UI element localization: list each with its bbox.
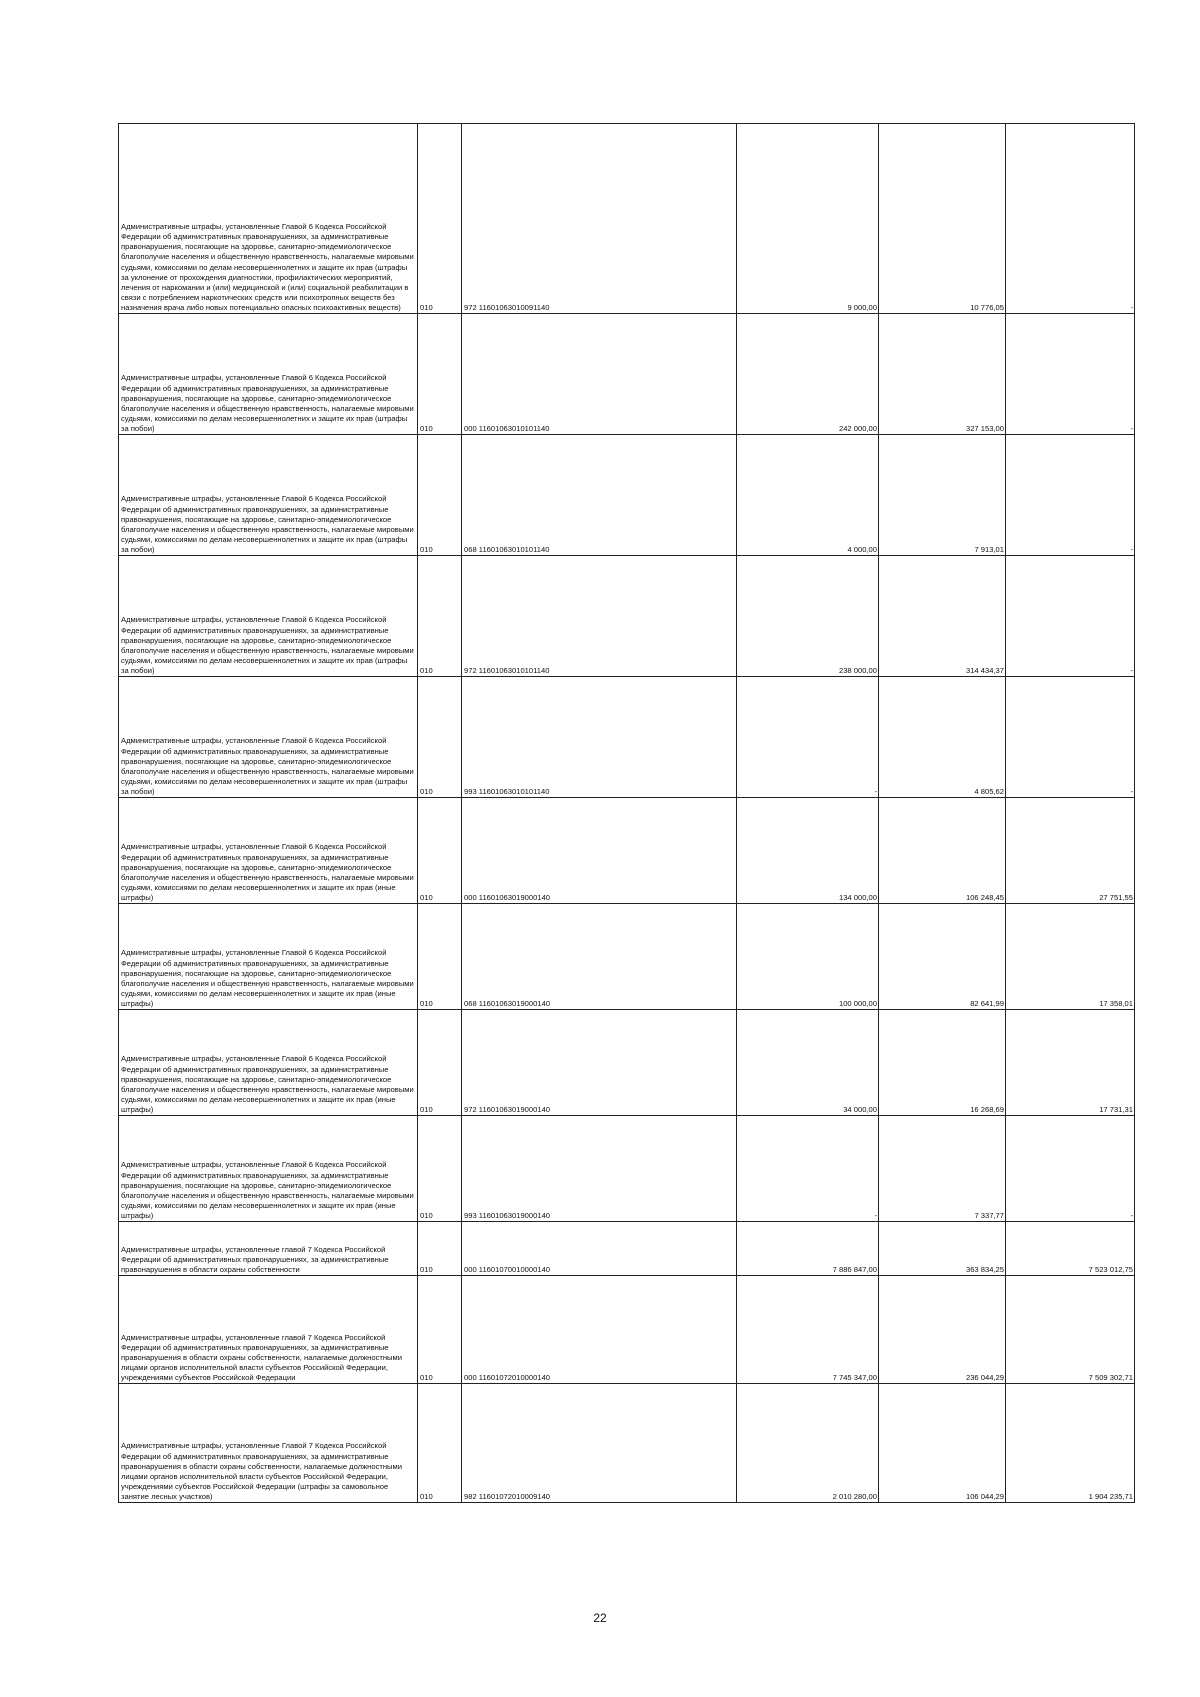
row-remaining: 1 904 235,71 <box>1006 1384 1135 1503</box>
row-remaining: - <box>1006 314 1135 435</box>
table-row <box>119 1222 1135 1276</box>
row-line-code: 010 <box>418 798 462 904</box>
row-name: Административные штрафы, установленные Главой 6 Кодекса Российской Федерации об административных правонарушениях, за административные правонарушения, посягающие на здоровье, санитарно-эпидемиологическое благополучие населения и общественную нравственность, налагаемые мировыми судьями, комиссиями по делам несовершеннолетних и защите их прав (штрафы за уклонение от прохождения диагностики, профилактических мероприятий, лечения от наркомании и (или) медицинской и (или) социальной реабилитации в связи с потреблением наркотических средств или психотропных веществ без назначения врача либо новых потенциально опасных психоактивных веществ) <box>119 124 418 314</box>
table-row <box>119 435 1135 556</box>
row-remaining: - <box>1006 556 1135 677</box>
row-name: Административные штрафы, установленные Главой 6 Кодекса Российской Федерации об административных правонарушениях, за административные правонарушения, посягающие на здоровье, санитарно-эпидемиологическое благополучие населения и общественную нравственность, налагаемые мировыми судьями, комиссиями по делам несовершеннолетних и защите их прав (штрафы за побои) <box>119 556 418 677</box>
row-approved: - <box>737 1116 879 1222</box>
table-row <box>119 904 1135 1010</box>
row-approved: 238 000,00 <box>737 556 879 677</box>
row-name: Административные штрафы, установленные Главой 6 Кодекса Российской Федерации об административных правонарушениях, за административные правонарушения, посягающие на здоровье, санитарно-эпидемиологическое благополучие населения и общественную нравственность, налагаемые мировыми судьями, комиссиями по делам несовершеннолетних и защите их прав (иные штрафы) <box>119 904 418 1010</box>
row-executed: 7 337,77 <box>879 1116 1006 1222</box>
row-line-code: 010 <box>418 677 462 798</box>
row-kbk: 000 11601070010000140 <box>462 1222 737 1276</box>
row-kbk: 972 11601063010101140 <box>462 556 737 677</box>
row-approved: 7 886 847,00 <box>737 1222 879 1276</box>
row-remaining: - <box>1006 1116 1135 1222</box>
row-name: Административные штрафы, установленные Главой 6 Кодекса Российской Федерации об административных правонарушениях, за административные правонарушения, посягающие на здоровье, санитарно-эпидемиологическое благополучие населения и общественную нравственность, налагаемые мировыми судьями, комиссиями по делам несовершеннолетних и защите их прав (иные штрафы) <box>119 1010 418 1116</box>
row-remaining: 17 731,31 <box>1006 1010 1135 1116</box>
row-executed: 106 248,45 <box>879 798 1006 904</box>
row-name: Административные штрафы, установленные главой 7 Кодекса Российской Федерации об административных правонарушениях, за административные правонарушения в области охраны собственности, налагаемые должностными лицами органов исполнительной власти субъектов Российской Федерации, учреждениями субъектов Российской Федерации <box>119 1276 418 1384</box>
table-row <box>119 1384 1135 1503</box>
row-kbk: 993 11601063010101140 <box>462 677 737 798</box>
table-row <box>119 556 1135 677</box>
row-approved: 34 000,00 <box>737 1010 879 1116</box>
row-executed: 106 044,29 <box>879 1384 1006 1503</box>
row-line-code: 010 <box>418 1222 462 1276</box>
table-row <box>119 1116 1135 1222</box>
row-executed: 327 153,00 <box>879 314 1006 435</box>
row-remaining: - <box>1006 435 1135 556</box>
row-kbk: 000 11601072010000140 <box>462 1276 737 1384</box>
row-kbk: 972 11601063019000140 <box>462 1010 737 1116</box>
row-remaining: 27 751,55 <box>1006 798 1135 904</box>
row-line-code: 010 <box>418 904 462 1010</box>
row-line-code: 010 <box>418 1384 462 1503</box>
row-line-code: 010 <box>418 1276 462 1384</box>
table-row <box>119 314 1135 435</box>
row-kbk: 000 11601063010101140 <box>462 314 737 435</box>
row-name: Административные штрафы, установленные Главой 6 Кодекса Российской Федерации об административных правонарушениях, за административные правонарушения, посягающие на здоровье, санитарно-эпидемиологическое благополучие населения и общественную нравственность, налагаемые мировыми судьями, комиссиями по делам несовершеннолетних и защите их прав (штрафы за побои) <box>119 677 418 798</box>
row-executed: 314 434,37 <box>879 556 1006 677</box>
row-executed: 10 776,05 <box>879 124 1006 314</box>
row-line-code: 010 <box>418 556 462 677</box>
row-approved: 242 000,00 <box>737 314 879 435</box>
row-kbk: 972 11601063010091140 <box>462 124 737 314</box>
row-remaining: 17 358,01 <box>1006 904 1135 1010</box>
row-executed: 16 268,69 <box>879 1010 1006 1116</box>
row-line-code: 010 <box>418 1116 462 1222</box>
row-line-code: 010 <box>418 124 462 314</box>
row-line-code: 010 <box>418 314 462 435</box>
table-row <box>119 798 1135 904</box>
row-name: Административные штрафы, установленные Главой 6 Кодекса Российской Федерации об административных правонарушениях, за административные правонарушения, посягающие на здоровье, санитарно-эпидемиологическое благополучие населения и общественную нравственность, налагаемые мировыми судьями, комиссиями по делам несовершеннолетних и защите их прав (иные штрафы) <box>119 1116 418 1222</box>
row-approved: 100 000,00 <box>737 904 879 1010</box>
row-name: Административные штрафы, установленные Главой 6 Кодекса Российской Федерации об административных правонарушениях, за административные правонарушения, посягающие на здоровье, санитарно-эпидемиологическое благополучие населения и общественную нравственность, налагаемые мировыми судьями, комиссиями по делам несовершеннолетних и защите их прав (штрафы за побои) <box>119 314 418 435</box>
row-executed: 4 805,62 <box>879 677 1006 798</box>
row-remaining: 7 523 012,75 <box>1006 1222 1135 1276</box>
row-name: Административные штрафы, установленные Главой 7 Кодекса Российской Федерации об административных правонарушениях, за административные правонарушения в области охраны собственности, налагаемые должностными лицами органов исполнительной власти субъектов Российской Федерации, учреждениями субъектов Российской Федерации (штрафы за самовольное занятие лесных участков) <box>119 1384 418 1503</box>
table-row <box>119 677 1135 798</box>
row-approved: 7 745 347,00 <box>737 1276 879 1384</box>
row-approved: - <box>737 677 879 798</box>
row-kbk: 000 11601063019000140 <box>462 798 737 904</box>
row-name: Административные штрафы, установленные главой 7 Кодекса Российской Федерации об административных правонарушениях, за административные правонарушения в области охраны собственности <box>119 1222 418 1276</box>
row-name: Административные штрафы, установленные Главой 6 Кодекса Российской Федерации об административных правонарушениях, за административные правонарушения, посягающие на здоровье, санитарно-эпидемиологическое благополучие населения и общественную нравственность, налагаемые мировыми судьями, комиссиями по делам несовершеннолетних и защите их прав (иные штрафы) <box>119 798 418 904</box>
row-remaining: - <box>1006 124 1135 314</box>
page-number: 22 <box>593 1611 607 1625</box>
row-line-code: 010 <box>418 435 462 556</box>
row-executed: 363 834,25 <box>879 1222 1006 1276</box>
row-name: Административные штрафы, установленные Главой 6 Кодекса Российской Федерации об административных правонарушениях, за административные правонарушения, посягающие на здоровье, санитарно-эпидемиологическое благополучие населения и общественную нравственность, налагаемые мировыми судьями, комиссиями по делам несовершеннолетних и защите их прав (штрафы за побои) <box>119 435 418 556</box>
row-kbk: 068 11601063010101140 <box>462 435 737 556</box>
row-executed: 82 641,99 <box>879 904 1006 1010</box>
row-approved: 4 000,00 <box>737 435 879 556</box>
row-kbk: 993 11601063019000140 <box>462 1116 737 1222</box>
row-executed: 7 913,01 <box>879 435 1006 556</box>
row-remaining: - <box>1006 677 1135 798</box>
table-row <box>119 1276 1135 1384</box>
report-table-body <box>119 124 1135 1503</box>
row-kbk: 068 11601063019000140 <box>462 904 737 1010</box>
row-approved: 134 000,00 <box>737 798 879 904</box>
table-row <box>119 124 1135 314</box>
row-executed: 236 044,29 <box>879 1276 1006 1384</box>
row-line-code: 010 <box>418 1010 462 1116</box>
row-approved: 2 010 280,00 <box>737 1384 879 1503</box>
row-kbk: 982 11601072010009140 <box>462 1384 737 1503</box>
revenue-report-table <box>118 123 1135 1503</box>
table-row <box>119 1010 1135 1116</box>
row-approved: 9 000,00 <box>737 124 879 314</box>
row-remaining: 7 509 302,71 <box>1006 1276 1135 1384</box>
